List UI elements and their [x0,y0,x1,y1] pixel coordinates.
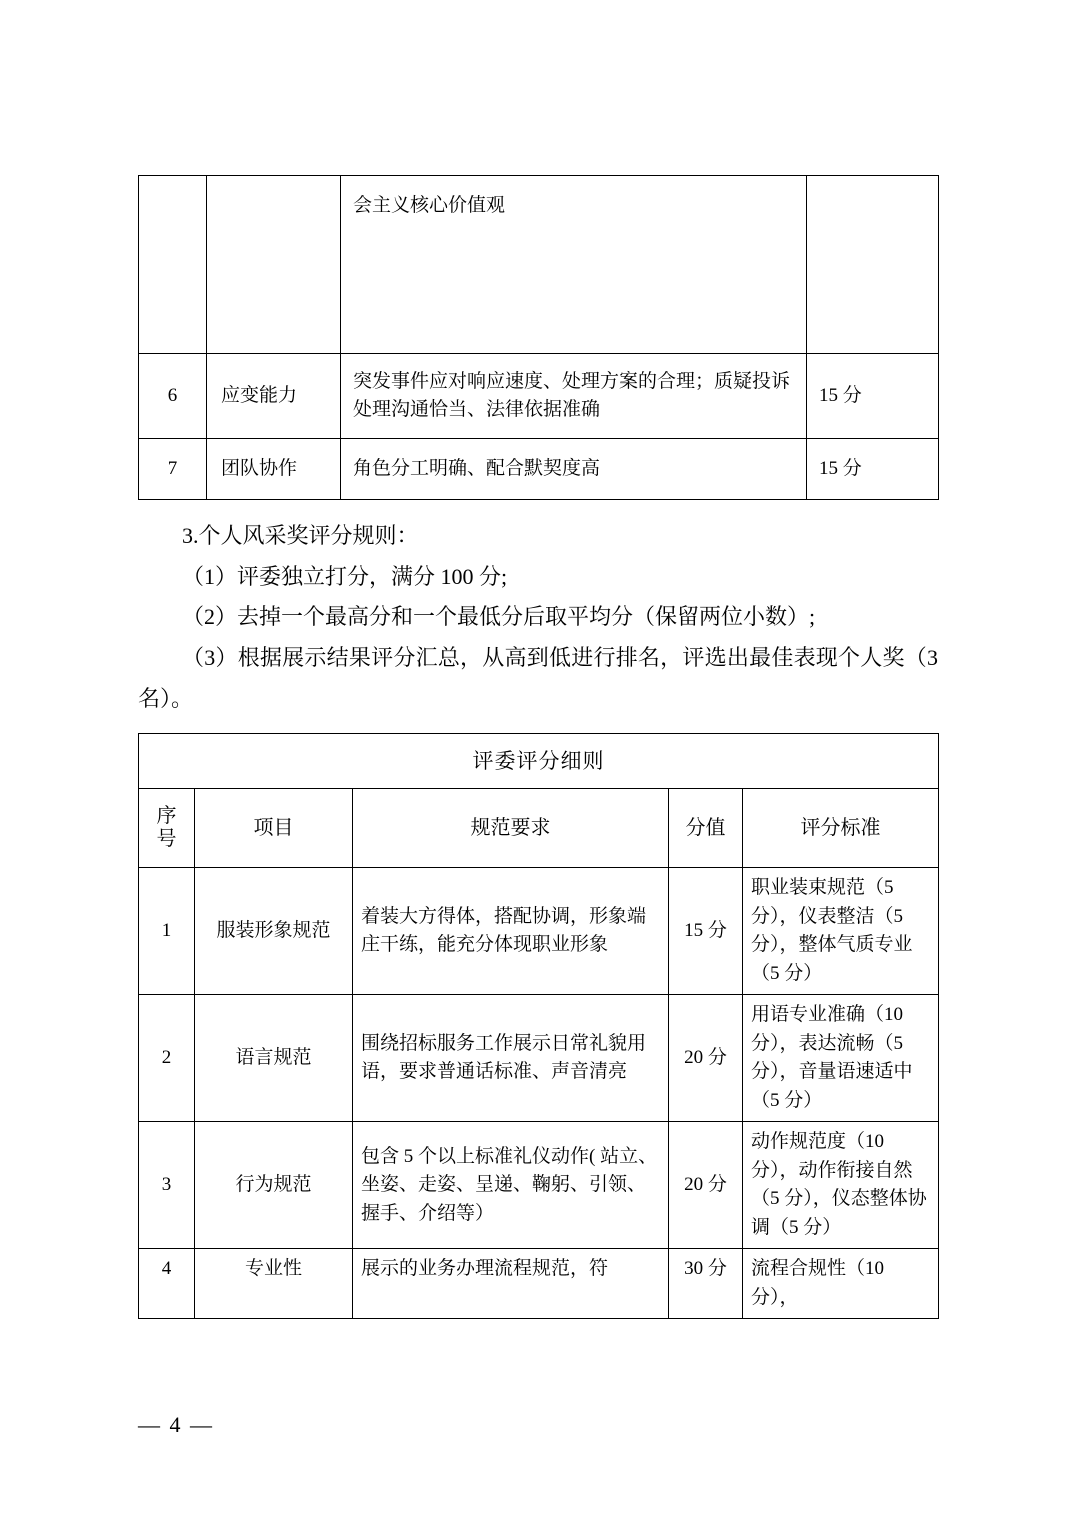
row-value: 20 分 [669,1122,743,1249]
header-number [139,789,195,868]
row-requirement: 着装大方得体，搭配协调，形象端庄干练，能充分体现职业形象 [353,868,669,995]
header-requirement: 规范要求 [353,789,669,868]
row-standard: 用语专业准确（10 分），表达流畅（5 分），音量语速适中（5 分） [743,995,939,1122]
header-value: 分值 [669,789,743,868]
header-standard: 评分标准 [743,789,939,868]
table-row [139,176,939,354]
table-title: 评委评分细则 [139,734,939,789]
header-number-line1: 序 [156,805,177,828]
row-value: 30 分 [669,1249,743,1319]
evaluation-table-continued [138,175,939,500]
row-item: 语言规范 [195,995,353,1122]
row-value: 20 分 [669,995,743,1122]
row-standard: 动作规范度（10 分），动作衔接自然（5 分），仪态整体协调（5 分） [743,1122,939,1249]
row-item: 服装形象规范 [195,868,353,995]
table-header-row [139,789,939,868]
row-requirement: 展示的业务办理流程规范，符 [353,1249,669,1319]
section-heading: 3.个人风采奖评分规则： [182,523,419,548]
row-description: 突发事件应对响应速度、处理方案的合理；质疑投诉处理沟通恰当、法律依据准确 [341,354,807,439]
row-score: 15 分 [807,439,939,500]
section-item-1: （1）评委独立打分，满分 100 分; [182,563,508,589]
table-row [139,995,939,1122]
row-item: 应变能力 [207,354,341,439]
table-row [139,1249,939,1319]
section-item-3: （3）根据展示结果评分汇总，从高到低进行排名，评选出最佳表现个人奖（3 名）。 [138,645,938,711]
section-item-2: （2）去掉一个最高分和一个最低分后取平均分（保留两位小数）; [182,604,816,630]
row-requirement: 包含 5 个以上标准礼仪动作( 站立、坐姿、走姿、呈递、鞠躬、引领、握手、介绍等） [353,1122,669,1249]
row-requirement: 围绕招标服务工作展示日常礼貌用语，要求普通话标准、声音清亮 [353,995,669,1122]
row-number: 1 [139,868,195,995]
row-description: 会主义核心价值观 [341,176,807,354]
row-number: 7 [139,439,207,500]
row-number: 4 [139,1249,195,1319]
row-item: 专业性 [195,1249,353,1319]
row-number: 2 [139,995,195,1122]
row-standard: 职业装束规范（5 分），仪表整洁（5 分），整体气质专业（5 分） [743,868,939,995]
header-item: 项目 [195,789,353,868]
judges-scoring-table [138,733,939,1319]
row-score: 15 分 [807,354,939,439]
row-description: 角色分工明确、配合默契度高 [341,439,807,500]
table-row [139,354,939,439]
row-standard: 流程合规性（10 分）， [743,1249,939,1319]
table-row [139,1122,939,1249]
row-score [807,176,939,354]
header-number-line2: 号 [156,828,177,851]
row-item: 行为规范 [195,1122,353,1249]
page-number: — 4 — [138,1412,214,1437]
row-item [207,176,341,354]
row-number: 3 [139,1122,195,1249]
table-title-row [139,734,939,789]
page-content [138,175,938,1319]
row-item: 团队协作 [207,439,341,500]
row-value: 15 分 [669,868,743,995]
row-number [139,176,207,354]
section-text [138,516,938,719]
table-row [139,439,939,500]
table-row [139,868,939,995]
row-number: 6 [139,354,207,439]
